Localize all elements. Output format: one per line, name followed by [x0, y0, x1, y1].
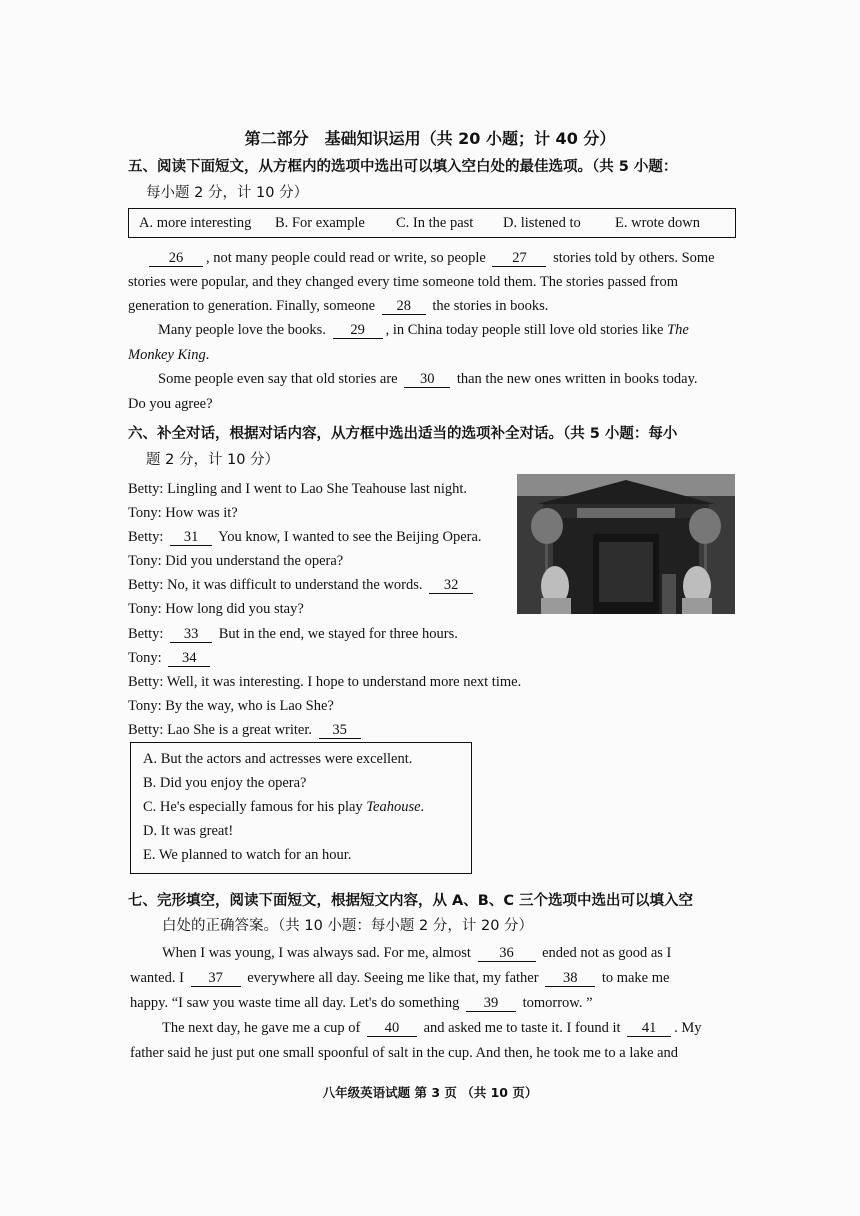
blank-26: 26 — [149, 250, 203, 267]
passage5-line5 — [128, 345, 209, 365]
text: . My — [674, 1020, 702, 1036]
section6-option-box — [130, 742, 472, 874]
dialog-line11 — [128, 720, 364, 740]
speaker: Betty: — [128, 626, 164, 642]
section5-heading-line2: 每小题 2 分，计 10 分） — [146, 185, 309, 201]
text: Betty: Lao She is a great writer. — [128, 722, 313, 738]
section5-option-box — [128, 208, 736, 238]
passage7-line1 — [162, 943, 671, 963]
dialog-option-a: A. But the actors and actresses were excellent. — [143, 751, 413, 767]
blank-32: 32 — [429, 577, 473, 594]
text: C. He's especially famous for his play — [143, 799, 363, 815]
text: The — [667, 322, 689, 338]
section7-heading-line1: 七、完形填空，阅读下面短文，根据短文内容，从 A、B、C 三个选项中选出可以填入空 — [128, 893, 694, 909]
dialog-line9: Betty: Well, it was interesting. I hope to understand more next time. — [128, 674, 522, 690]
text: happy. “I saw you waste time all day. Let's do something — [130, 995, 460, 1011]
text: When I was young, I was always sad. For me, almost — [162, 945, 471, 961]
option-c: C. In the past — [396, 215, 474, 231]
speaker: Betty: — [128, 529, 164, 545]
passage7-line2 — [130, 968, 669, 988]
blank-33: 33 — [170, 626, 212, 643]
text: wanted. I — [130, 970, 184, 986]
book-title: Monkey King — [128, 347, 206, 363]
play-title: Teahouse — [366, 799, 421, 815]
section6-heading-line1: 六、补全对话，根据对话内容，从方框中选出适当的选项补全对话。（共 5 小题：每小 — [128, 426, 678, 442]
dialog-line5 — [128, 575, 476, 595]
passage7-line3 — [130, 993, 593, 1013]
passage5-line7: Do you agree? — [128, 396, 213, 412]
text: , in China today people still love old stories like — [385, 322, 664, 338]
blank-34: 34 — [168, 650, 210, 667]
dialog-option-d: D. It was great! — [143, 823, 234, 839]
text: the stories in books. — [432, 298, 549, 314]
blank-35: 35 — [319, 722, 361, 739]
passage5-line3 — [128, 296, 548, 316]
blank-36: 36 — [478, 945, 536, 962]
text: and asked me to taste it. I found it — [423, 1020, 621, 1036]
dialog-line1: Betty: Lingling and I went to Lao She Teahouse last night. — [128, 481, 468, 497]
blank-28: 28 — [382, 298, 426, 315]
text: Betty: No, it was difficult to understand the words. — [128, 577, 423, 593]
text: than the new ones written in books today. — [456, 371, 698, 387]
dialog-line6: Tony: How long did you stay? — [128, 601, 304, 617]
option-a: A. more interesting — [139, 215, 252, 231]
text: The next day, he gave me a cup of — [162, 1020, 361, 1036]
dialog-option-e: E. We planned to watch for an hour. — [143, 847, 352, 863]
text: generation to generation. Finally, someone — [128, 298, 376, 314]
teahouse-photo — [517, 474, 735, 614]
text: . — [205, 347, 210, 363]
page-footer: 八年级英语试题 第 3 页 （共 10 页） — [322, 1085, 538, 1100]
passage7-line4 — [162, 1018, 702, 1038]
option-e: E. wrote down — [615, 215, 700, 231]
section6-heading-line2: 题 2 分，计 10 分） — [146, 452, 280, 468]
dialog-option-c — [143, 799, 424, 816]
text: everywhere all day. Seeing me like that, my father — [247, 970, 539, 986]
section7-heading-line2: 白处的正确答案。（共 10 小题：每小题 2 分，计 20 分） — [162, 918, 534, 934]
dialog-line4: Tony: Did you understand the opera? — [128, 553, 344, 569]
blank-41: 41 — [627, 1020, 671, 1037]
blank-29: 29 — [333, 322, 383, 339]
text: , not many people could read or write, so people — [206, 250, 486, 266]
text: ended not as good as I — [542, 945, 672, 961]
text: to make me — [601, 970, 670, 986]
dialog-line2: Tony: How was it? — [128, 505, 238, 521]
blank-27: 27 — [492, 250, 546, 267]
blank-37: 37 — [191, 970, 241, 987]
text: Many people love the books. — [158, 322, 326, 338]
speaker: Tony: — [128, 650, 162, 666]
dialog-line3 — [128, 527, 482, 547]
passage7-line5: father said he just put one small spoonful of salt in the cup. And then, he took me to a lake and — [130, 1045, 679, 1061]
blank-38: 38 — [545, 970, 595, 987]
blank-31: 31 — [170, 529, 212, 546]
part-title: 第二部分 基础知识运用（共 20 小题；计 40 分） — [244, 129, 616, 148]
passage5-line6 — [158, 369, 698, 389]
passage5-line4 — [158, 320, 689, 340]
dialog-option-b: B. Did you enjoy the opera? — [143, 775, 307, 791]
text: But in the end, we stayed for three hours. — [218, 626, 458, 642]
dialog-line8 — [128, 648, 213, 668]
section5-heading-line1: 五、阅读下面短文，从方框内的选项中选出可以填入空白处的最佳选项。（共 5 小题： — [128, 159, 678, 175]
blank-30: 30 — [404, 371, 450, 388]
passage5-line1 — [146, 248, 715, 268]
option-d: D. listened to — [503, 215, 581, 231]
text: Some people even say that old stories are — [158, 371, 398, 387]
blank-40: 40 — [367, 1020, 417, 1037]
passage5-line2: stories were popular, and they changed every time someone told them. The stories passed from — [128, 274, 678, 290]
text: . — [420, 799, 425, 815]
text: You know, I wanted to see the Beijing Opera. — [218, 529, 482, 545]
text: stories told by others. Some — [553, 250, 715, 266]
text: tomorrow. ” — [522, 995, 593, 1011]
dialog-line7 — [128, 624, 458, 644]
blank-39: 39 — [466, 995, 516, 1012]
dialog-line10: Tony: By the way, who is Lao She? — [128, 698, 334, 714]
option-b: B. For example — [275, 215, 365, 231]
